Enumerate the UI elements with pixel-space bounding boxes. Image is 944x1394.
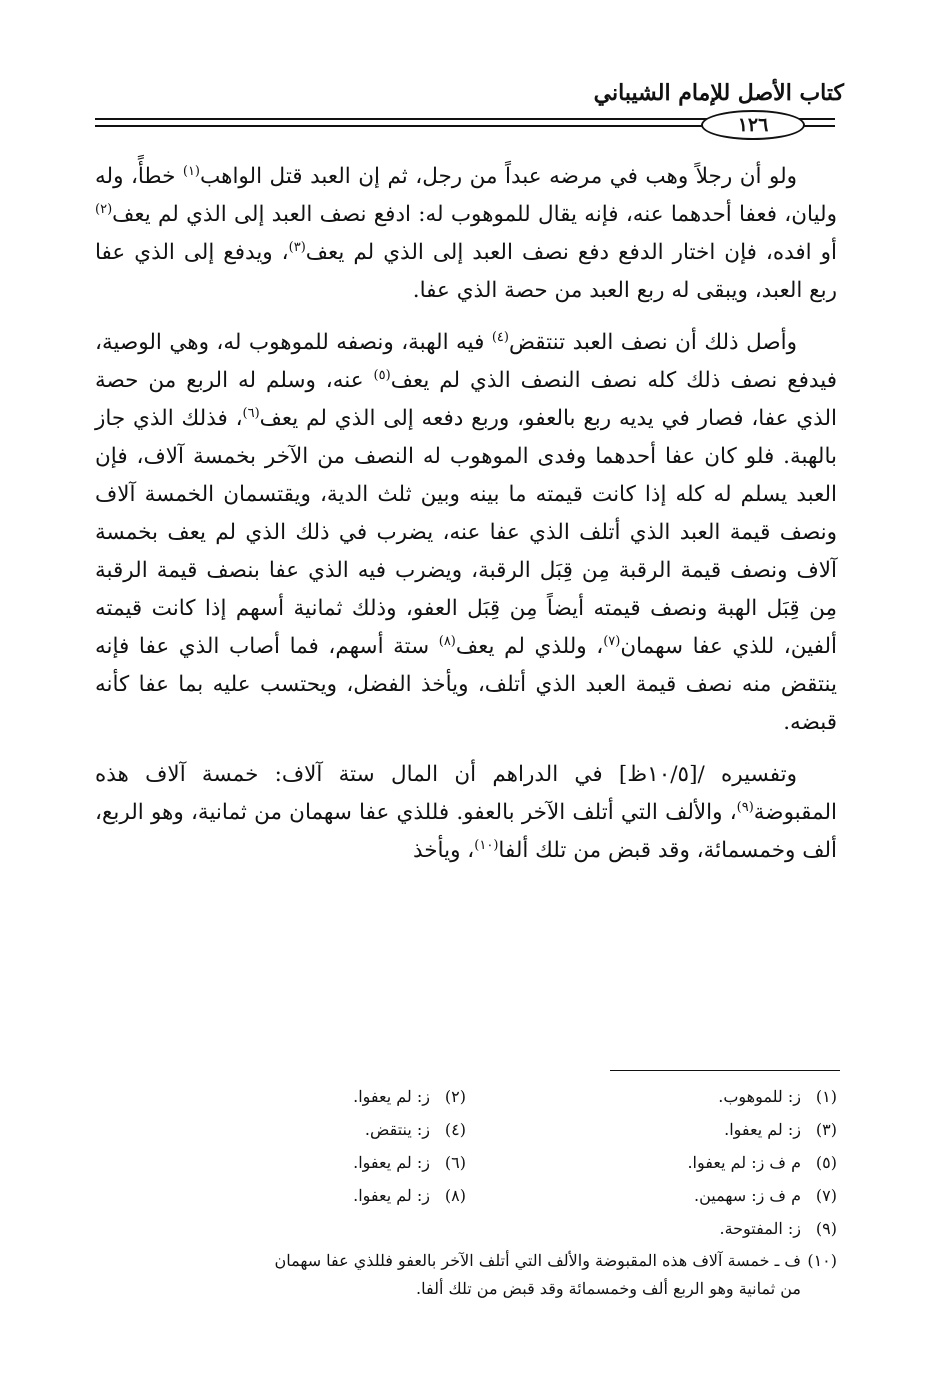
text-run: ، فذلك الذي جاز بالهبة. فلو كان عفا أحدهما وفدى الموهوب له النصف من الآخر بخمسة آلاف، فإن العبد يسلم له كله إذا كانت قيمته ما بينه وبين ثلث الدية، ويقتسمان الخمسة آلاف ونصف قيمة العبد الذي أتلف الذي عفا عنه، يضرب في ذلك الذي لم يعف بخمسة آلاف ونصف قيمة الرقبة مِن قِبَل الرقبة، ويضرب فيه الذي عفا بنصف قيمة الرقبة مِن قِبَل الهبة ونصف قيمته أيضاً مِن قِبَل العفو، وذلك ثمانية أسهم إذا كانت قيمته ألفين، للذي عفا سهمان [95,406,837,659]
footnote-text: ز: للموهوب. [718,1087,801,1106]
footnote-text: ز: ينتقض. [364,1120,430,1139]
footnote-number: (١٠) [807,1251,837,1270]
footnote-number: (٥) [815,1153,837,1172]
footnote-reference: (٢) [95,201,113,217]
footnote-reference: (٤) [491,329,509,345]
footnote [95,1146,466,1179]
header-rule [95,110,835,140]
text-run: ، وللذي لم يعف [455,634,604,659]
footnote-text: ف ـ خمسة آلاف هذه المقبوضة والألف التي أتلف الآخر بالعفو فللذي عفا سهمان [274,1251,801,1270]
main-text [95,158,837,884]
footnote-number: (٤) [444,1120,466,1139]
footnote-reference: (٨) [438,633,456,649]
text-run: ، ويدفع إلى الذي عفا ربع العبد، ويبقى له ربع العبد من حصة الذي عفا. [95,240,837,303]
footnote-text: من ثمانية وهو الربع ألف وخمسمائة وقد قبض من تلك ألفا. [416,1279,801,1298]
page-number: ١٢٦ [701,110,805,140]
footnote-row [95,1179,837,1212]
footnote-long-line [95,1247,837,1275]
footnotes [95,1080,837,1303]
footnote [95,1179,466,1212]
footnote-number: (٧) [815,1186,837,1205]
footnote-text: ز: لم يعفوا. [353,1087,430,1106]
paragraph [95,324,837,742]
text-run: عنه، وسلم له الربع من حصة الذي عفا، فصار في يديه ربع بالعفو، وربع دفعه إلى الذي لم يعف [95,368,837,431]
paragraph [95,158,837,310]
text-run: خطأً، وله وليان، فعفا أحدهما عنه، فإنه يقال للموهوب له: ادفع نصف العبد إلى الذي لم يعف [95,164,837,227]
footnote-row [95,1212,837,1245]
footnote-text: ز: المفتوحة. [719,1219,801,1238]
paragraph [95,756,837,870]
footnote-text: م ف ز: لم يعفوا. [687,1153,801,1172]
footnote-number: (١) [815,1087,837,1106]
footnote-number: (٣) [815,1120,837,1139]
footnote-row [95,1080,837,1113]
footnote-reference: (١) [182,163,200,179]
footnote-row [95,1113,837,1146]
footnote-reference: (٥) [373,367,391,383]
footnote-reference: (٦) [242,405,260,421]
footnote [466,1080,837,1113]
footnote-reference: (٧) [603,633,621,649]
footnote-reference: (٣) [288,239,306,255]
footnote-number: (٢) [444,1087,466,1106]
footnote [95,1113,466,1146]
footnote-text: ز: لم يعفوا. [724,1120,801,1139]
text-run: وأصل ذلك أن نصف العبد تنتقض [508,330,797,355]
text-run: ولو أن رجلاً وهب في مرضه عبداً من رجل، ثم إن العبد قتل الواهب [200,164,797,189]
text-run: ، ويأخذ [412,838,475,863]
text-run: أو افده، فإن اختار الدفع دفع نصف العبد إلى الذي لم يعف [305,240,837,265]
footnote-number: (٦) [444,1153,466,1172]
footnote-reference: (٩) [736,799,754,815]
footnote-reference: (١٠) [474,837,499,853]
footnote-number: (٩) [815,1219,837,1238]
footnote-number: (٨) [444,1186,466,1205]
text-run: فيه الهبة، ونصفه للموهوب له، وهي الوصية، فيدفع نصف ذلك كله نصف النصف الذي لم يعف [95,330,837,393]
footnote-text: م ف ز: سهمين. [694,1186,801,1205]
footnote [95,1080,466,1113]
footnote [466,1113,837,1146]
text-run: ستة أسهم، فما أصاب الذي عفا فإنه ينتقض منه نصف قيمة العبد الذي أتلف، ويأخذ الفضل، ويحتسب عليه بما عفا كأنه قبضه. [95,634,837,735]
footnote [466,1146,837,1179]
running-head: كتاب الأصل للإمام الشيباني [593,80,844,106]
footnote-text: ز: لم يعفوا. [353,1153,430,1172]
text-run: وتفسيره /[١٠/٥ظ] في الدراهم أن المال ستة آلاف: خمسة آلاف هذه المقبوضة [95,762,837,825]
footnote-text: ز: لم يعفوا. [353,1186,430,1205]
text-run: ، والألف التي أتلف الآخر بالعفو. فللذي عفا سهمان من ثمانية، وهو الربع، ألف وخمسمائة، وقد قبض من تلك ألفا [95,800,837,863]
footnote-separator [610,1070,840,1071]
footnote-row [95,1146,837,1179]
footnote-long [95,1245,837,1303]
footnote [466,1212,837,1245]
footnote [466,1179,837,1212]
